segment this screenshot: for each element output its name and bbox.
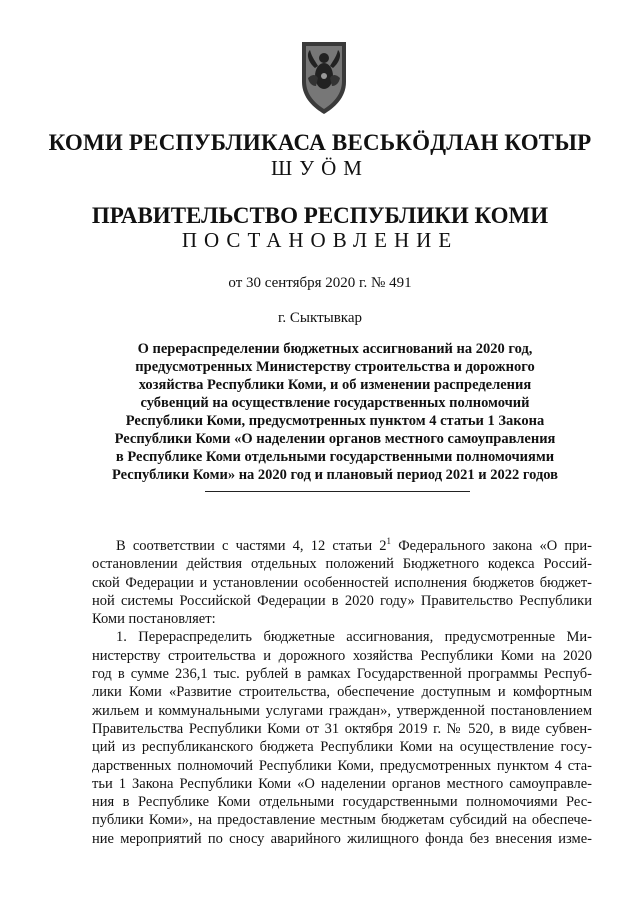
- title-line: Республики Коми, предусмотренных пунктом 4 статьи 1 Закона: [125, 413, 545, 429]
- preamble-paragraph: [92, 537, 592, 628]
- item-line: лики Коми «Развитие строительства, обеспечение доступным и комфортным: [92, 684, 592, 701]
- city: г. Сыктывкар: [277, 310, 363, 326]
- item-line: публики Коми», на предоставление местным бюджетам субсидий на обеспече-: [92, 812, 592, 829]
- item-line: ций из республиканского бюджета Республики Коми на осуществление госу-: [92, 739, 592, 756]
- title-line: предусмотренных Министерству строительства и дорожного: [135, 359, 535, 375]
- title-line: О перераспределении бюджетных ассигнований на 2020 год,: [137, 341, 533, 357]
- item-line: ние мероприятий по сносу аварийного жилищного фонда без внесения изме-: [92, 830, 592, 847]
- komi-government-title: КОМИ РЕСПУБЛИКАСА ВЕСЬКӦДЛАН КОТЫР: [48, 130, 592, 155]
- title-line: хозяйства Республики Коми, и об изменении распределения: [138, 377, 532, 393]
- preamble-line: остановлении действия отдельных положений Бюджетного кодекса Россий-: [92, 556, 592, 573]
- item-line: нистерству строительства и дорожного хозяйства Республики Коми на 2020: [92, 647, 592, 664]
- title-line: в Республике Коми отдельными государственными полномочиями: [115, 449, 555, 465]
- title-line: субвенций на осуществление государственных полномочий: [140, 395, 530, 411]
- preamble-line: ной системы Российской Федерации в 2020 году» Правительство Республики: [92, 592, 592, 609]
- document-type: ПОСТАНОВЛЕНИЕ: [181, 228, 459, 252]
- resolution-title: [100, 340, 570, 484]
- document-body: [92, 537, 592, 848]
- komi-document-type: ШУӦМ: [271, 156, 369, 180]
- item-1-paragraph: [92, 628, 592, 848]
- coat-of-arms-emblem: [296, 38, 352, 116]
- preamble-line: ской Федерации и установлении особенностей исполнения бюджетов бюджет-: [92, 574, 592, 591]
- item-line: ния в Республике Коми отдельными государственными полномочиями Рес-: [92, 794, 592, 811]
- date-and-number: от 30 сентября 2020 г. № 491: [228, 275, 412, 291]
- title-divider: [205, 491, 470, 492]
- item-line: тьи 1 Закона Республики Коми «О наделении органов местного самоуправле-: [92, 775, 592, 792]
- preamble-line: Коми постановляет:: [92, 611, 216, 628]
- government-title: ПРАВИТЕЛЬСТВО РЕСПУБЛИКИ КОМИ: [91, 203, 549, 228]
- item-line: жильем и коммунальными услугами граждан», утвержденной постановлением: [92, 702, 592, 719]
- preamble-line: В соответствии с частями 4, 12 статьи $2^1$ Федерального закона «О при-: [116, 536, 592, 554]
- item-line: Правительства Республики Коми от 31 октября 2019 г. № 520, в виде субвен-: [92, 720, 592, 737]
- item-line: 1. Перераспределить бюджетные ассигнования, предусмотренные Ми-: [116, 629, 592, 646]
- title-line: Республики Коми» на 2020 год и плановый период 2021 и 2022 годов: [111, 467, 559, 483]
- item-line: дарственных полномочий Республики Коми, предусмотренных пунктом 4 ста-: [92, 757, 592, 774]
- title-line: Республики Коми «О наделении органов местного самоуправления: [114, 431, 556, 447]
- item-line: год в сумме 236,1 тыс. рублей в рамках Государственной программы Респуб-: [92, 666, 592, 683]
